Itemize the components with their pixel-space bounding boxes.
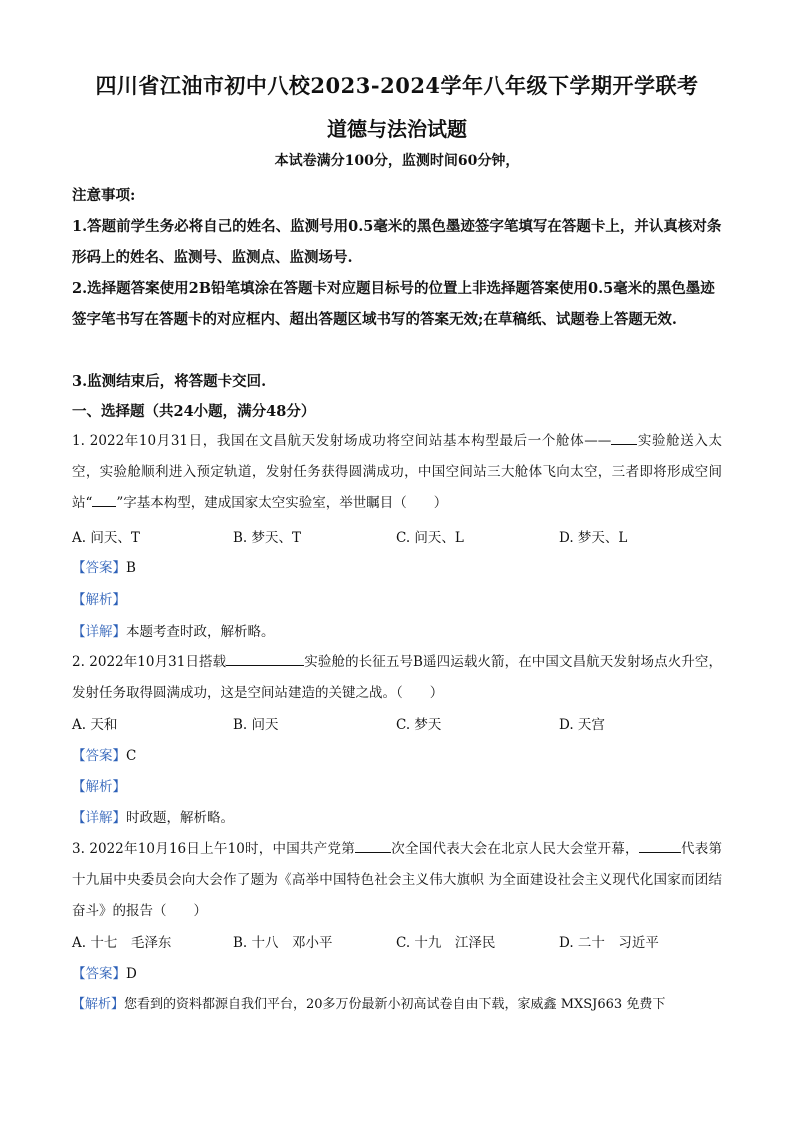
note-item-3: 3.监测结束后，将答题卡交回. [72,373,267,390]
question-3-options [72,931,722,955]
answer-label: 【答案】 [72,966,126,982]
option-d: D. 天宫 [559,717,605,733]
option-b: B. 梦天、T [233,530,302,546]
option-c: C. 问天、L [396,530,464,546]
question-2-text: 2. 2022年10月31日搭载 实验舱的长征五号B遥四运载火箭，在中国文昌航天发射场点火升空，发射任务取得圆满成功，这是空间站建造的关键之战。（ ） [72,647,722,709]
analysis-2 [72,775,126,795]
detail-label: 【详解】 [72,810,126,826]
blank [639,838,681,853]
analysis-3: 【解析】您看到的资料都源自我们平台，20多万份最新小初高试卷自由下载，家威鑫 MXSJ663 免费下 [72,997,666,1012]
blank [92,492,116,507]
option-a: A. 十七 毛泽东 [72,935,172,951]
detail-2: 【详解】时政题，解析略。 [72,810,234,826]
answer-2: 【答案】C [72,748,137,764]
exam-title: 四川省江油市初中八校2023-2024学年八年级下学期开学联考 [95,73,699,98]
notes-heading: 注意事项: [72,187,136,204]
option-a: A. 天和 [72,717,118,733]
exam-subtitle: 道德与法治试题 [327,117,467,141]
question-2-options [72,713,722,737]
option-b: B. 问天 [233,717,279,733]
option-c: C. 十九 江泽民 [396,935,496,951]
analysis-label: 【解析】 [72,997,125,1012]
exam-intro: 本试卷满分100分，监测时间60分钟， [274,153,520,169]
note-item-2: 2.选择题答案使用2B铅笔填涂在答题卡对应题目标号的位置上非选择题答案使用0.5毫米的黑色墨迹签字笔书写在答题卡的对应框内、超出答题区域书写的答案无效;在草稿纸、试题卷上答题无效. [72,280,715,328]
question-1-text: 1. 2022年10月31日，我国在文昌航天发射场成功将空间站基本构型最后一个舱体—— 实验舱送入太空，实验舱顺利进入预定轨道，发射任务获得圆满成功，中国空间站三大舱体飞向太空，三者即将形成空间站“ ”字基本构型，建成国家太空实验室，举世瞩目（ ） [72,426,722,519]
detail-label: 【详解】 [72,624,126,640]
question-1-options [72,526,722,550]
answer-3: 【答案】D [72,966,137,982]
analysis-label: 【解析】 [72,592,126,608]
answer-label: 【答案】 [72,560,126,576]
section-title: 一、选择题（共24小题，满分48分） [72,403,316,420]
option-c: C. 梦天 [396,717,442,733]
note-item-1: 1.答题前学生务必将自己的姓名、监测号用0.5毫米的黑色墨迹签字笔填写在答题卡上，并认真核对条形码上的姓名、监测号、监测点、监测场号. [72,218,722,266]
question-3-text: 3. 2022年10月16日上午10时，中国共产党第 次全国代表大会在北京人民大会堂开幕， 代表第十九届中央委员会向大会作了题为《高举中国特色社会主义伟大旗帜 为全面建设社会主义现代化国家而团结奋斗》的报告（ ） [72,834,722,927]
option-a: A. 问天、T [72,530,140,546]
blank [226,651,304,666]
answer-1: 【答案】B [72,560,136,576]
blank [355,838,391,853]
answer-label: 【答案】 [72,748,126,764]
option-b: B. 十八 邓小平 [233,935,333,951]
option-d: D. 二十 习近平 [559,935,659,951]
blank [611,430,637,445]
analysis-label: 【解析】 [72,779,126,795]
analysis-1 [72,588,126,608]
option-d: D. 梦天、L [559,530,628,546]
detail-1: 【详解】本题考查时政，解析略。 [72,624,275,640]
